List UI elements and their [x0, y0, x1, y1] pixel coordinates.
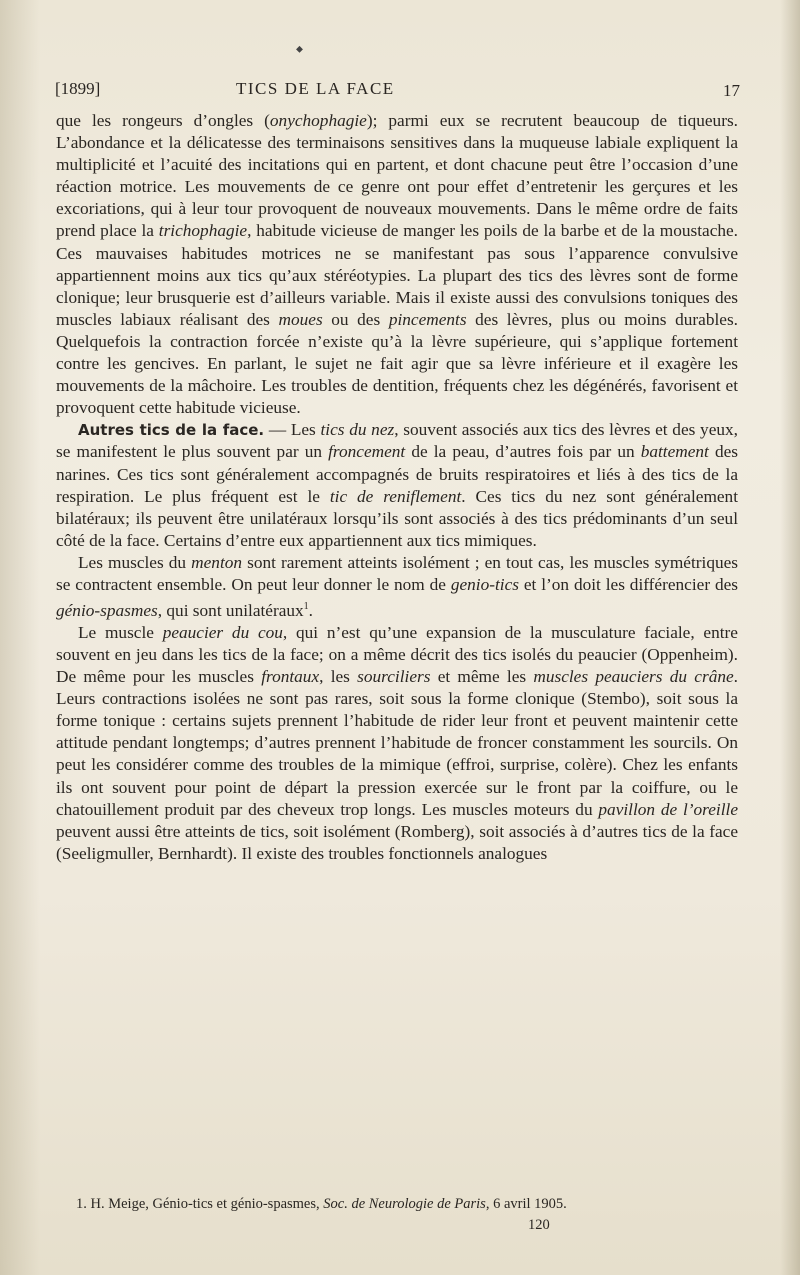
italic-term: moues: [278, 309, 323, 329]
text-run: , qui n’est qu’une expansion de la musculature faciale, entre souvent en jeu dans les tics de la face; on a même décrit des tics isolés du peaucier (Oppenheim). De même pour les muscles: [56, 622, 738, 687]
text-run: . Ces tics du nez sont généralement bilatéraux; ils peuvent être unilatéraux lorsqu’ils sont associés à des tics prédominants d’un seul côté de la face. Certains d’entre eux appartiennent aux tics mimiques.: [56, 486, 739, 550]
text-run: , souvent associés aux tics des lèvres et des yeux, se manifestent le plus souvent par un: [56, 420, 738, 462]
text-run: sont rarement atteints isolément ; en tout cas, les muscles symétriques se contractent ensemble. On peut leur donner le nom de: [56, 552, 738, 594]
paragraph: [56, 552, 738, 622]
text-run: peuvent aussi être atteints de tics, soit isolément (Romberg), soit associés à d’autres tics de la face (Seeligmuller, Bernhardt). Il existe des troubles fonctionnels analogues: [56, 821, 738, 863]
text-run: — Les: [264, 420, 321, 440]
italic-term: Soc. de Neurologie de Paris: [323, 1196, 486, 1212]
page-edge-shadow: [780, 0, 800, 1275]
text-run: Les muscles du: [78, 552, 192, 572]
paragraph: [56, 622, 738, 865]
text-run: que les rongeurs d’ongles (: [56, 111, 270, 130]
paragraph: [56, 110, 738, 419]
italic-term: pavillon de l’oreille: [598, 799, 738, 819]
italic-term: sourciliers: [357, 667, 431, 687]
text-run: , 6 avril 1905.: [485, 1196, 567, 1212]
text-run: 1. H. Meige, Génio-tics et génio-spasmes,: [76, 1196, 324, 1212]
running-header: [55, 79, 740, 107]
header-year: [1899]: [55, 79, 101, 98]
italic-term: peaucier du cou: [162, 622, 283, 642]
footnote-ref: 1: [303, 601, 309, 613]
text-run: Le muscle: [78, 622, 163, 642]
body-text: [56, 110, 738, 865]
binding-shadow: [0, 0, 40, 1275]
text-run: , habitude vicieuse de manger les poils de la barbe et de la moustache. Ces mauvaises habitudes motrices ne se manifestant pas sous l’apparence convulsive appartiennent moins aux tics qu’aux stéréotypies. La plupart des tics des lèvres sont de forme clonique; leur brusquerie est d’ailleurs variable. Mais il existe aussi des convulsions toniques des muscles labiaux réalisant des: [56, 221, 738, 329]
italic-term: génio-spasmes: [56, 600, 158, 620]
italic-term: froncement: [328, 442, 406, 462]
text-run: , les: [319, 667, 358, 687]
italic-term: trichophagie: [158, 221, 248, 241]
text-run: et l’on doit les différencier des: [518, 574, 738, 594]
italic-term: menton: [191, 552, 243, 572]
italic-term: pincements: [388, 309, 467, 329]
text-run: ); parmi eux se recrutent beaucoup de tiqueurs. L’abondance et la délicatesse des terminaisons sensitives dans la muqueuse labiale expliquent la multiplicité et l’acuité des incitations qui en partent, et dont chacune peut être l’occasion d’une réaction motrice. Les mouvements de ce genre ont pour effet d’entretenir les gerçures et les excoriations, qui à leur tour provoquent de nouveaux mouvements. Dans le même ordre de faits prend place la: [56, 111, 738, 241]
italic-term: battement: [640, 442, 709, 462]
signature-mark: 120: [528, 1217, 550, 1233]
text-run: des lèvres, plus ou moins durables. Quelquefois la contraction forcée n’existe qu’à la lèvre supérieure, qui s’applique fortement contre les gencives. En parlant, le sujet ne fait agir que sa lèvre inférieure et il exagère les mouvements de la mâchoire. Les troubles de dentition, fréquents chez les dégénérés, favorisent et provoquent cette habitude vicieuse.: [56, 309, 738, 418]
text-run: des narines. Ces tics sont généralement accompagnés de bruits respiratoires et liés à des tics de la respiration. Le plus fréquent est le: [56, 442, 738, 506]
section-heading: Autres tics de la face.: [78, 421, 265, 440]
italic-term: frontaux: [261, 667, 320, 687]
italic-term: tic de reniflement: [329, 486, 462, 506]
italic-term: genio-tics: [450, 574, 519, 594]
text-run: , qui sont unilatéraux: [157, 600, 304, 620]
printer-mark: ⬥: [296, 44, 303, 55]
text-run: ou des: [322, 309, 389, 329]
text-run: .: [308, 600, 313, 620]
header-title: TICS DE LA FACE: [236, 79, 395, 98]
page-number: 17: [723, 81, 740, 100]
text-run: et même les: [430, 667, 534, 687]
text-run: de la peau, d’autres fois par un: [405, 442, 641, 462]
paragraph: [56, 419, 738, 552]
footnote: [56, 1195, 738, 1213]
text-run: . Leurs contractions isolées ne sont pas rares, soit sous la forme clonique (Stembo), soit sous la forme tonique : certains sujets prennent l’habitude de rider leur front et peuvent maintenir cette attitude pendant longtemps; d’autres prennent l’habitude de froncer constamment les sourcils. On peut les considérer comme des troubles de la mimique (effroi, surprise, colère). Chez les enfants ils ont souvent pour point de départ la pression exercée sur le front par la coiffure, ou le chatouillement produit par des cheveux trop longs. Les muscles moteurs du: [56, 667, 738, 819]
italic-term: onychophagie: [269, 111, 367, 130]
italic-term: tics du nez: [320, 420, 395, 440]
italic-term: muscles peauciers du crâne: [533, 667, 734, 687]
